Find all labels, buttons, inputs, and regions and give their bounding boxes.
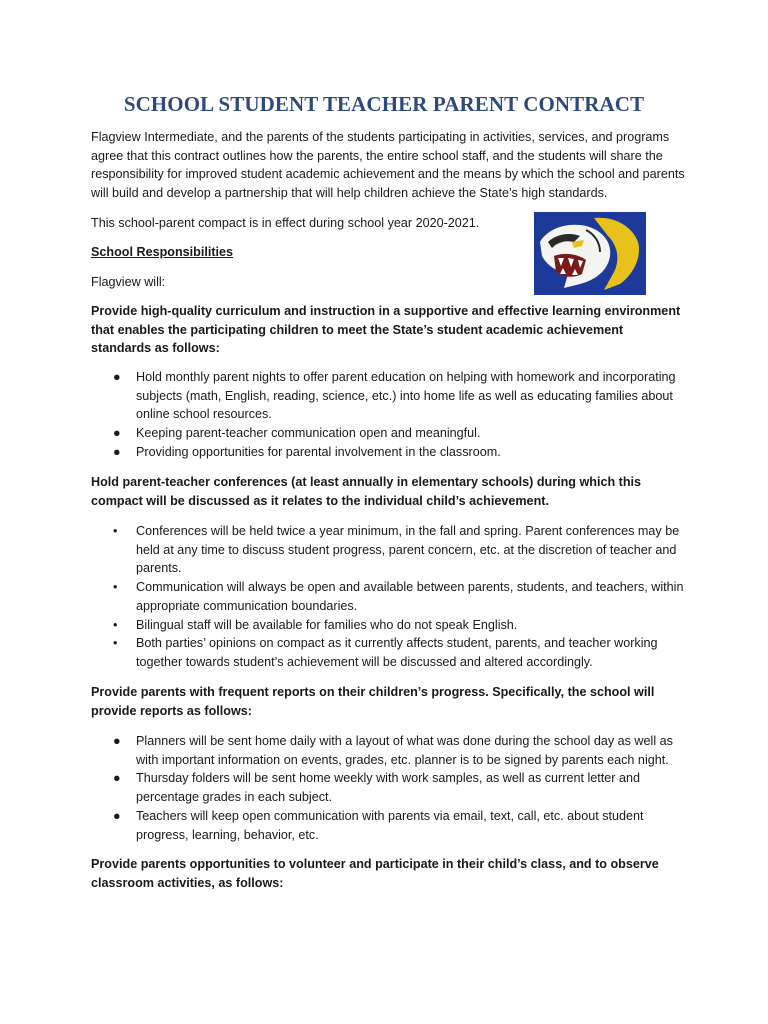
- curriculum-list: [91, 368, 685, 462]
- conferences-heading: Hold parent-teacher conferences (at least annually in elementary schools) during which this compact will be discussed as it relates to the individual child’s achievement.: [91, 475, 642, 508]
- list-item-text: Providing opportunities for parental involvement in the classroom.: [136, 444, 501, 459]
- document-title: SCHOOL STUDENT TEACHER PARENT CONTRACT: [123, 92, 645, 116]
- progress-reports-heading: Provide parents with frequent reports on their children’s progress. Specifically, the school will provide reports as follows:: [91, 685, 655, 718]
- bullet-icon: •: [113, 636, 118, 651]
- list-item-text: Both parties’ opinions on compact as it currently affects student, parents, and teacher working together towards student’s achievement will be discussed and altered accordingly.: [136, 636, 658, 669]
- list-item: [91, 368, 685, 424]
- list-item: [91, 578, 685, 615]
- bullet-icon: ●: [113, 771, 121, 786]
- list-item: [91, 443, 685, 462]
- curriculum-heading: Provide high-quality curriculum and instruction in a supportive and effective learning environment that enables the participating children to meet the State’s student academic achievement standards as follows:: [91, 304, 681, 356]
- bullet-icon: ●: [113, 444, 121, 459]
- flagview-will-text: Flagview will:: [91, 275, 166, 289]
- list-item-text: Bilingual staff will be available for families who do not speak English.: [136, 617, 518, 632]
- intro-paragraph: Flagview Intermediate, and the parents of the students participating in activities, services, and programs agree that this contract outlines how the parents, the entire school staff, and the students will share the responsibility for improved student academic achievement and the means by which the school and parents will build and develop a partnership that will help children achieve the State’s high standards.: [91, 130, 685, 201]
- bullet-icon: ●: [113, 734, 121, 748]
- list-item-text: Communication will always be open and available between parents, students, and teachers, within appropriate communication boundaries.: [136, 580, 684, 613]
- list-item-text: Hold monthly parent nights to offer parent education on helping with homework and incorporating subjects (math, English, reading, science, etc.) into home life as well as educating families about online school resources.: [136, 370, 676, 422]
- bullet-icon: ●: [113, 370, 121, 384]
- list-item: [91, 424, 685, 443]
- conferences-list: [91, 522, 685, 672]
- list-item: [91, 732, 685, 769]
- school-responsibilities-heading: School Responsibilities: [91, 245, 234, 259]
- progress-reports-list: [91, 732, 685, 844]
- list-item-text: Keeping parent-teacher communication open and meaningful.: [136, 426, 481, 441]
- list-item: [91, 807, 685, 844]
- list-item: [91, 634, 685, 671]
- bullet-icon: ●: [113, 426, 121, 441]
- list-item-text: Planners will be sent home daily with a layout of what was done during the school day as well as with important information on events, grades, etc. planner is to be signed by parents each night.: [136, 734, 673, 767]
- list-item: [91, 616, 685, 635]
- bullet-icon: •: [113, 524, 118, 538]
- bullet-icon: •: [113, 580, 118, 595]
- list-item-text: Thursday folders will be sent home weekly with work samples, as well as current letter and percentage grades in each subject.: [136, 771, 640, 805]
- list-item-text: Conferences will be held twice a year minimum, in the fall and spring. Parent conferences may be held at any time to discuss student progress, parent concern, etc. at the discretion of teacher and parents.: [136, 524, 680, 576]
- bullet-icon: ●: [113, 808, 121, 823]
- effective-year-text: This school-parent compact is in effect during school year 2020-2021.: [91, 216, 480, 230]
- volunteer-heading: Provide parents opportunities to volunteer and participate in their child’s class, and to observe classroom activities, as follows:: [91, 857, 659, 890]
- bullet-icon: •: [113, 617, 118, 632]
- list-item-text: Teachers will keep open communication with parents via email, text, call, etc. about student progress, learning, behavior, etc.: [136, 808, 644, 842]
- list-item: [91, 522, 685, 578]
- list-item: [91, 769, 685, 806]
- cougar-mascot-icon: [534, 212, 646, 295]
